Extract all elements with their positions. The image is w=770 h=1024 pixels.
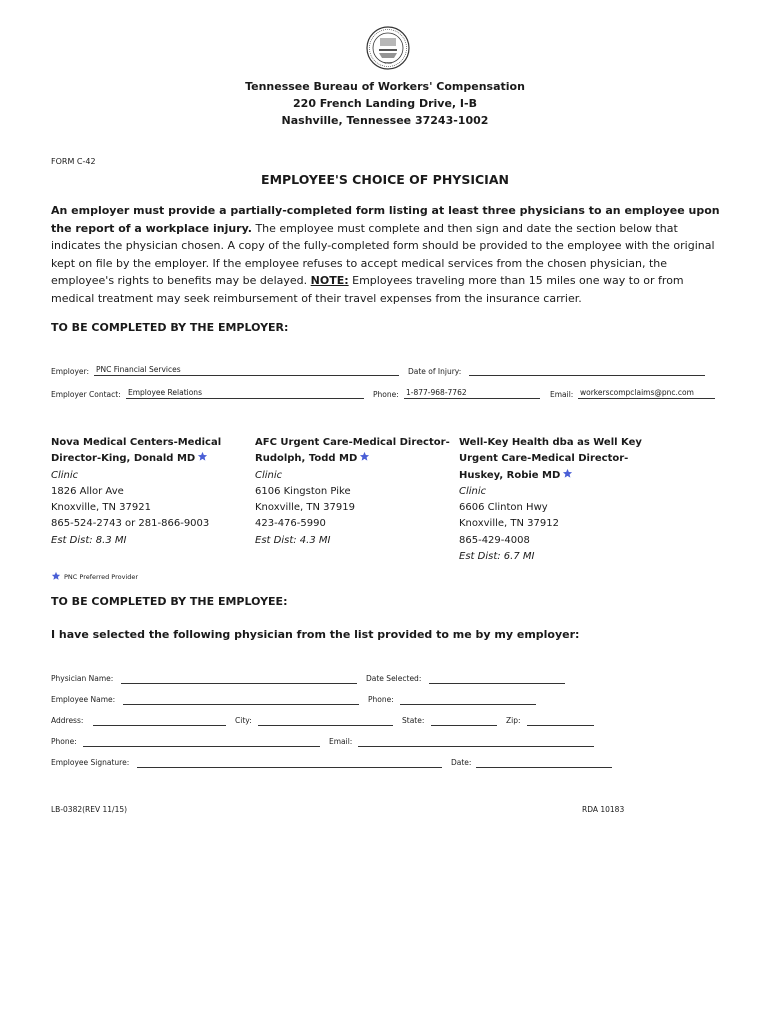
physician-option-3: [459, 435, 659, 565]
employee-phone2-field[interactable]: [83, 735, 320, 747]
instructions-body: The employee must complete and then sign and date the section below that indicates the physician chosen. A copy of the fully-completed form should be provided to the employee with the original kept on file by the employer. If the employee refuses to accept medical services from the chosen physician, the employee's rights to benefits may be delayed.: [51, 221, 715, 287]
employer-section-heading: TO BE COMPLETED BY THE EMPLOYER:: [51, 321, 289, 334]
agency-name: Tennessee Bureau of Workers' Compensation: [245, 80, 525, 93]
employer-email-label: Email:: [550, 390, 574, 399]
signature-field[interactable]: [137, 756, 442, 768]
physician-name-label: Physician Name:: [51, 674, 114, 683]
svg-text:1796: 1796: [384, 61, 392, 65]
physician-2-name-line1: AFC Urgent Care-Medical Director-: [255, 437, 450, 448]
physician-3-city: Knoxville, TN 37912: [459, 518, 559, 530]
physician-option-1: [51, 435, 251, 549]
employer-label: Employer:: [51, 367, 90, 376]
injury-date-field[interactable]: [469, 364, 705, 376]
physician-2-name-line2: Rudolph, Todd MD: [255, 453, 358, 465]
physician-2-type: Clinic: [255, 469, 283, 481]
state-field[interactable]: [431, 714, 497, 726]
zip-field[interactable]: [527, 714, 594, 726]
tennessee-state-seal: [366, 26, 410, 70]
employer-contact-label: Employer Contact:: [51, 390, 121, 399]
physician-1-name-line1: Nova Medical Centers-Medical: [51, 437, 222, 448]
page-title: EMPLOYEE'S CHOICE OF PHYSICIAN: [261, 172, 509, 187]
physician-name-field[interactable]: [121, 672, 357, 684]
employer-phone-field[interactable]: 1-877-968-7762: [404, 387, 540, 399]
legend: [51, 571, 138, 581]
instructions-bold: An employer must provide a partially-completed form listing at least three physicians to an employee upon the report of a workplace injury.: [51, 204, 720, 235]
note-text: Employees traveling more than 15 miles one way to or from medical treatment may seek reimbursement of their travel expenses from the insurance carrier.: [51, 274, 684, 305]
physician-3-type: Clinic: [459, 485, 487, 497]
employee-phone-label: Phone:: [368, 695, 394, 704]
legend-label: PNC Preferred Provider: [64, 573, 139, 581]
agency-city-line: Nashville, Tennessee 37243-1002: [281, 114, 489, 127]
employee-name-label: Employee Name:: [51, 695, 116, 704]
date-selected-field[interactable]: [429, 672, 565, 684]
form-number: FORM C-42: [51, 157, 96, 166]
instructions-paragraph: [51, 202, 721, 307]
zip-label: Zip:: [506, 716, 521, 725]
state-label: State:: [402, 716, 425, 725]
physician-2-address: 6106 Kingston Pike: [255, 485, 351, 497]
preferred-provider-star-icon: [562, 468, 573, 479]
injury-date-label: Date of Injury:: [408, 367, 462, 376]
form-revision: LB-0382(REV 11/15): [51, 805, 128, 814]
signature-label: Employee Signature:: [51, 758, 130, 767]
physician-3-name-line2: Urgent Care-Medical Director-: [459, 453, 629, 465]
city-label: City:: [235, 716, 252, 725]
preferred-provider-star-icon: [51, 571, 61, 581]
employee-phone-field[interactable]: [400, 693, 536, 705]
physician-option-2: [255, 435, 455, 549]
employee-email-field[interactable]: [358, 735, 594, 747]
physician-1-address: 1826 Allor Ave: [51, 485, 124, 497]
physician-2-distance: Est Dist: 4.3 MI: [255, 534, 331, 546]
rda-number: RDA 10183: [582, 805, 625, 814]
physician-1-phone: 865-524-2743 or 281-866-9003: [51, 518, 210, 530]
employee-email-label: Email:: [329, 737, 353, 746]
physician-1-name-line2: Director-King, Donald MD: [51, 453, 196, 465]
note-label: NOTE:: [310, 274, 349, 287]
physician-2-phone: 423-476-5990: [255, 518, 326, 530]
employer-email-field[interactable]: workerscompclaims@pnc.com: [578, 387, 715, 399]
physician-1-distance: Est Dist: 8.3 MI: [51, 534, 127, 546]
employer-field[interactable]: PNC Financial Services: [94, 364, 399, 376]
physician-3-address: 6606 Clinton Hwy: [459, 502, 548, 514]
employee-section-heading: TO BE COMPLETED BY THE EMPLOYEE:: [51, 595, 288, 608]
signature-date-label: Date:: [451, 758, 472, 767]
address-label: Address:: [51, 716, 84, 725]
date-selected-label: Date Selected:: [366, 674, 422, 683]
physician-3-phone: 865-429-4008: [459, 534, 530, 546]
physician-3-name-line1: Well-Key Health dba as Well Key: [459, 437, 642, 448]
preferred-provider-star-icon: [197, 451, 208, 462]
physician-2-city: Knoxville, TN 37919: [255, 502, 355, 514]
preferred-provider-star-icon: [359, 451, 370, 462]
address-field[interactable]: [93, 714, 226, 726]
signature-date-field[interactable]: [476, 756, 612, 768]
employer-contact-field[interactable]: Employee Relations: [126, 387, 364, 399]
employee-statement: I have selected the following physician from the list provided to me by my employer:: [51, 628, 580, 641]
physician-1-city: Knoxville, TN 37921: [51, 502, 151, 514]
city-field[interactable]: [258, 714, 393, 726]
physician-1-type: Clinic: [51, 469, 79, 481]
physician-3-name-line3: Huskey, Robie MD: [459, 469, 561, 481]
agency-address-line: 220 French Landing Drive, I-B: [293, 97, 477, 110]
physician-3-distance: Est Dist: 6.7 MI: [459, 551, 535, 563]
employer-phone-label: Phone:: [373, 390, 399, 399]
employee-phone2-label: Phone:: [51, 737, 77, 746]
employee-name-field[interactable]: [123, 693, 359, 705]
